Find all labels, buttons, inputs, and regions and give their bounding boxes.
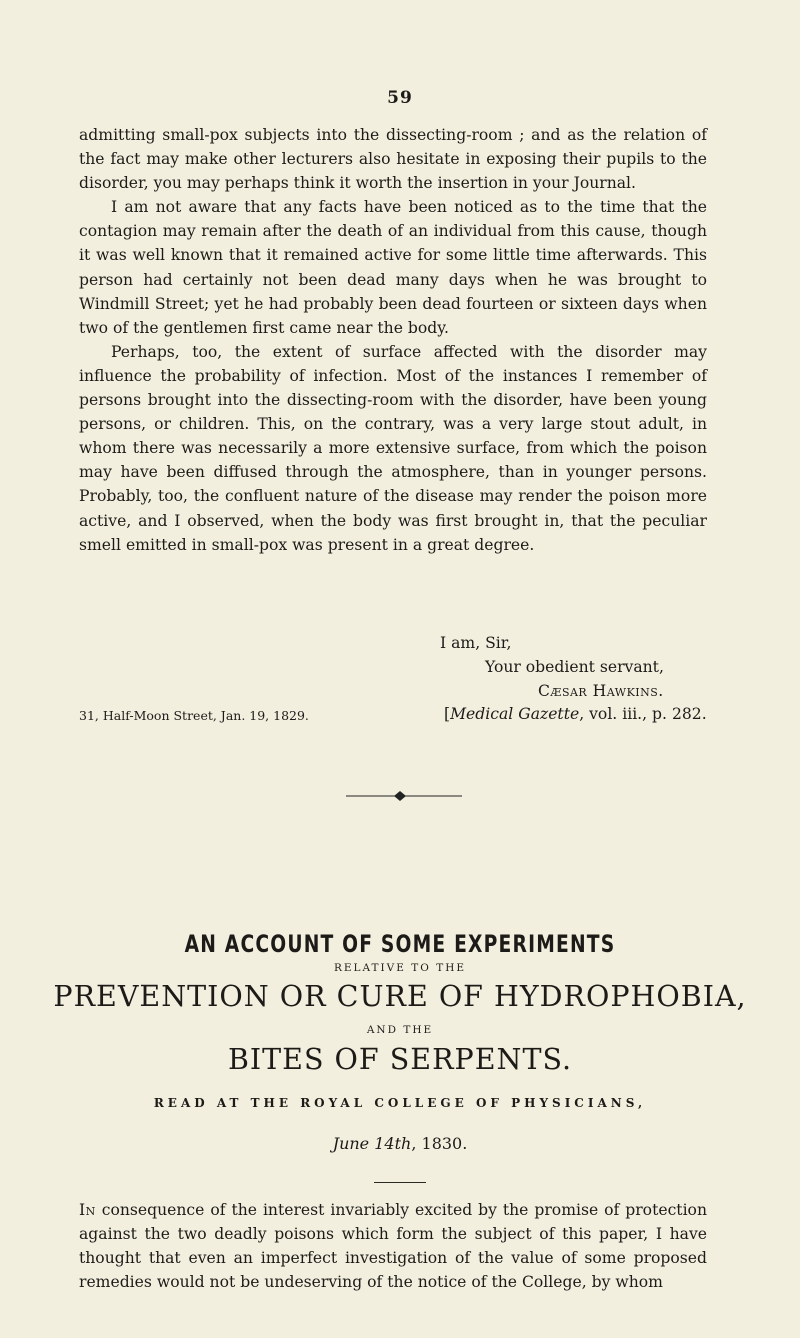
citation-journal: Medical Gazette (450, 705, 580, 723)
date-month: June (332, 1134, 370, 1153)
paragraph: I am not aware that any facts have been noticed as to the time that the contagion may remain after the death of an individual from this cause, though it was well known that it remained active for some little time afterwards. This person had certainly not been dead many days when he was brought to Windmill Street; yet he had probably been dead fourteen or sixteen days when two of the gentlemen first came near the body. (79, 198, 707, 337)
paragraph: admitting small-pox subjects into the dissecting-room ; and as the relation of the fact may make other lecturers also hesitate in exposing their pupils to the disorder, you may perhaps think it worth the insertion in your Journal. (79, 126, 707, 193)
title-connector: AND THE (366, 1024, 434, 1036)
citation (444, 705, 707, 723)
closing-salutation: I am, Sir, (440, 634, 512, 652)
page-number: 59 (387, 88, 413, 108)
horizontal-rule (374, 1182, 426, 1183)
title-heading: BITES OF SERPENTS. (227, 1043, 573, 1076)
lead-word: In (79, 1201, 96, 1219)
letter-body (79, 123, 707, 557)
section-divider-ornament (346, 790, 462, 802)
article-body (79, 1198, 707, 1294)
date-day: 14th (374, 1134, 412, 1153)
citation-details: , vol. iii., p. 282. (579, 705, 707, 723)
title-connector: RELATIVE TO THE (333, 962, 467, 974)
signature: Cæsar Hawkins. (538, 682, 664, 700)
article-date (0, 1134, 800, 1153)
paragraph (79, 1198, 707, 1294)
paragraph: Perhaps, too, the extent of surface affected with the disorder may influence the probability of infection. Most of the instances I remember of persons brought into the dissecting-room with the disorder, have been young persons, or children. This, on the contrary, was a very large stout adult, in whom there was necessarily a more extensive surface, from which the poison may have been diffused through the atmosphere, than in younger persons. Probably, too, the confluent nature of the disease may render the poison more active, and I observed, when the body was first brought in, that the peculiar smell emitted in small-pox was present in a great degree. (79, 342, 707, 554)
article-subtitle: READ AT THE ROYAL COLLEGE OF PHYSICIANS, (153, 1096, 647, 1110)
paragraph-text: consequence of the interest invariably excited by the promise of protection against the two deadly poisons which form the subject of this paper, I have thought that even an imperfect investigation of the value of some proposed remedies would not be undeserving of the notice of the College, by whom (79, 1201, 707, 1292)
title-heading: PREVENTION OR CURE OF HYDROPHOBIA, (53, 980, 747, 1013)
article-title: AN ACCOUNT OF SOME EXPERIMENTS (184, 930, 616, 958)
date-year: , 1830. (411, 1134, 468, 1153)
citation-bracket: [ (444, 705, 451, 723)
closing-line: Your obedient servant, (485, 658, 664, 676)
address-date: 31, Half-Moon Street, Jan. 19, 1829. (79, 708, 309, 723)
